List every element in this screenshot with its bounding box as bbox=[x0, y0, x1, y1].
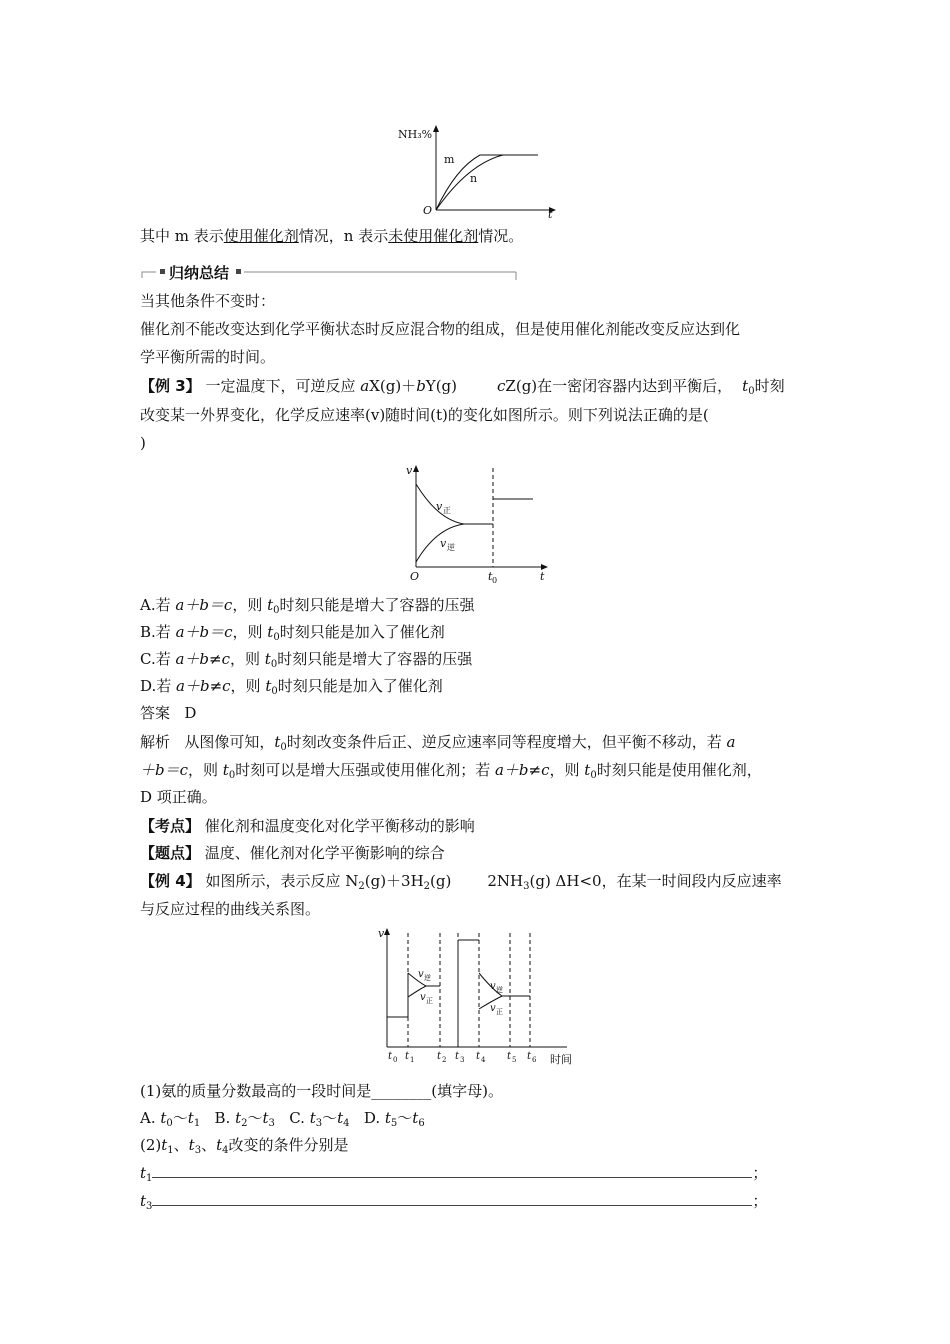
svg-text:t: t bbox=[388, 1051, 393, 1062]
tidian: 【题点】 温度、催化剂对化学平衡影响的综合 bbox=[140, 844, 445, 862]
svg-text:逆: 逆 bbox=[424, 974, 431, 982]
svg-text:逆: 逆 bbox=[447, 543, 455, 552]
example4-line-1: 【例 4】 如图所示，表示反应 $N_2(g)+3H_2(g)$ $2NH_3(g)$ ΔH<0，在某一时间段内反应速率 bbox=[140, 872, 782, 892]
svg-text:时间: 时间 bbox=[550, 1053, 572, 1066]
svg-text:t: t bbox=[405, 1051, 410, 1062]
figure-rate-steps bbox=[372, 925, 582, 1067]
figure-nh3-catalyst bbox=[398, 122, 568, 222]
example3-line-3: ) bbox=[140, 434, 146, 452]
svg-text:6: 6 bbox=[532, 1056, 537, 1064]
fig1-origin: O bbox=[423, 204, 433, 217]
svg-text:O: O bbox=[410, 570, 420, 583]
option-b[interactable]: B.若 a＋b＝c，则 $t_0$时刻只能是加入了催化剂 bbox=[140, 623, 445, 643]
summary-line-1: 当其他条件不变时： bbox=[140, 292, 276, 310]
v-forward-curve bbox=[416, 484, 493, 524]
svg-text:0: 0 bbox=[492, 576, 498, 585]
svg-text:正: 正 bbox=[443, 506, 451, 515]
svg-text:v: v bbox=[490, 981, 496, 992]
svg-text:t: t bbox=[540, 570, 545, 583]
svg-text:2: 2 bbox=[442, 1056, 447, 1064]
analysis-line-2: ＋b＝c，则 $t_0$时刻可以是增大压强或使用催化剂；若 a＋b≠c，则 $t_0$时刻只能是使用催化剂， bbox=[140, 761, 762, 781]
svg-text:t: t bbox=[488, 570, 493, 583]
example3-line-1: 【例 3】 一定温度下，可逆反应 aX(g)＋bY(g) cZ(g)在一密闭容器内达到平衡后， $t_0$时刻 bbox=[140, 377, 785, 397]
svg-text:v: v bbox=[418, 969, 424, 980]
fig1-y-label: NH₃% bbox=[398, 128, 433, 141]
summary-line-2: 催化剂不能改变达到化学平衡状态时反应混合物的组成，但是使用催化剂能改变反应达到化 bbox=[140, 320, 741, 338]
svg-text:v: v bbox=[420, 992, 426, 1003]
svg-text:v: v bbox=[490, 1003, 496, 1014]
option-c[interactable]: C.若 a＋b≠c，则 $t_0$时刻只能是增大了容器的压强 bbox=[140, 650, 473, 670]
question-1: (1)氨的质量分数最高的一段时间是________(填字母)。 bbox=[140, 1082, 503, 1100]
example3-line-2: 改变某一外界变化，化学反应速率(v)随时间(t)的变化如图所示。则下列说法正确的是( bbox=[140, 406, 709, 424]
example4-line-2: 与反应过程的曲线关系图。 bbox=[140, 900, 321, 918]
svg-text:正: 正 bbox=[426, 997, 433, 1005]
svg-text:4: 4 bbox=[481, 1056, 486, 1064]
svg-text:t: t bbox=[455, 1051, 460, 1062]
svg-text:v: v bbox=[436, 500, 443, 513]
fig1-label-m: m bbox=[444, 153, 455, 166]
answer: 答案 D bbox=[140, 704, 197, 722]
summary-title: 归纳总结 bbox=[169, 264, 230, 282]
summary-header bbox=[140, 262, 520, 286]
svg-text:v: v bbox=[378, 927, 385, 940]
analysis-line-1: 解析 从图像可知，$t_0$时刻改变条件后正、逆反应速率同等程度增大，但平衡不移动，若 a bbox=[140, 733, 736, 753]
question-1-options[interactable]: A. $t_0\sim t_1$ B. $t_2\sim t_3$ C. $t_3\sim t_4$ D. $t_5\sim t_6$ bbox=[140, 1109, 425, 1129]
svg-text:0: 0 bbox=[393, 1056, 398, 1064]
svg-text:v: v bbox=[440, 537, 447, 550]
question-2: $(2)t_1$、$t_3$、$t_4$改变的条件分别是 bbox=[140, 1136, 349, 1156]
summary-line-3: 学平衡所需的时间。 bbox=[140, 348, 276, 366]
kaodian: 【考点】 催化剂和温度变化对化学平衡移动的影响 bbox=[140, 817, 475, 835]
answer-blank-t3[interactable]: $t_3$ ； bbox=[140, 1192, 768, 1212]
svg-text:v: v bbox=[406, 464, 413, 477]
fig1-x-label: t bbox=[548, 208, 553, 221]
svg-text:正: 正 bbox=[496, 1008, 503, 1016]
svg-text:3: 3 bbox=[460, 1056, 465, 1064]
figure-rate-vs-time bbox=[400, 462, 560, 587]
analysis-line-3: D 项正确。 bbox=[140, 788, 217, 806]
svg-text:1: 1 bbox=[410, 1056, 415, 1064]
option-a[interactable]: A.若 a＋b＝c，则 $t_0$时刻只能是增大了容器的压强 bbox=[140, 596, 475, 616]
svg-text:逆: 逆 bbox=[496, 986, 503, 994]
svg-text:t: t bbox=[476, 1051, 481, 1062]
svg-text:t: t bbox=[507, 1051, 512, 1062]
svg-text:t: t bbox=[527, 1051, 532, 1062]
fig1-caption: 其中 m 表示使用催化剂情况，n 表示未使用催化剂情况。 bbox=[140, 227, 524, 245]
fig1-label-n: n bbox=[470, 172, 478, 185]
y-axis-arrow bbox=[433, 125, 439, 132]
svg-text:5: 5 bbox=[512, 1056, 517, 1064]
option-d[interactable]: D.若 a＋b≠c，则 $t_0$时刻只能是加入了催化剂 bbox=[140, 677, 443, 697]
answer-blank-t1[interactable]: $t_1$ ； bbox=[140, 1164, 768, 1184]
svg-text:t: t bbox=[437, 1051, 442, 1062]
